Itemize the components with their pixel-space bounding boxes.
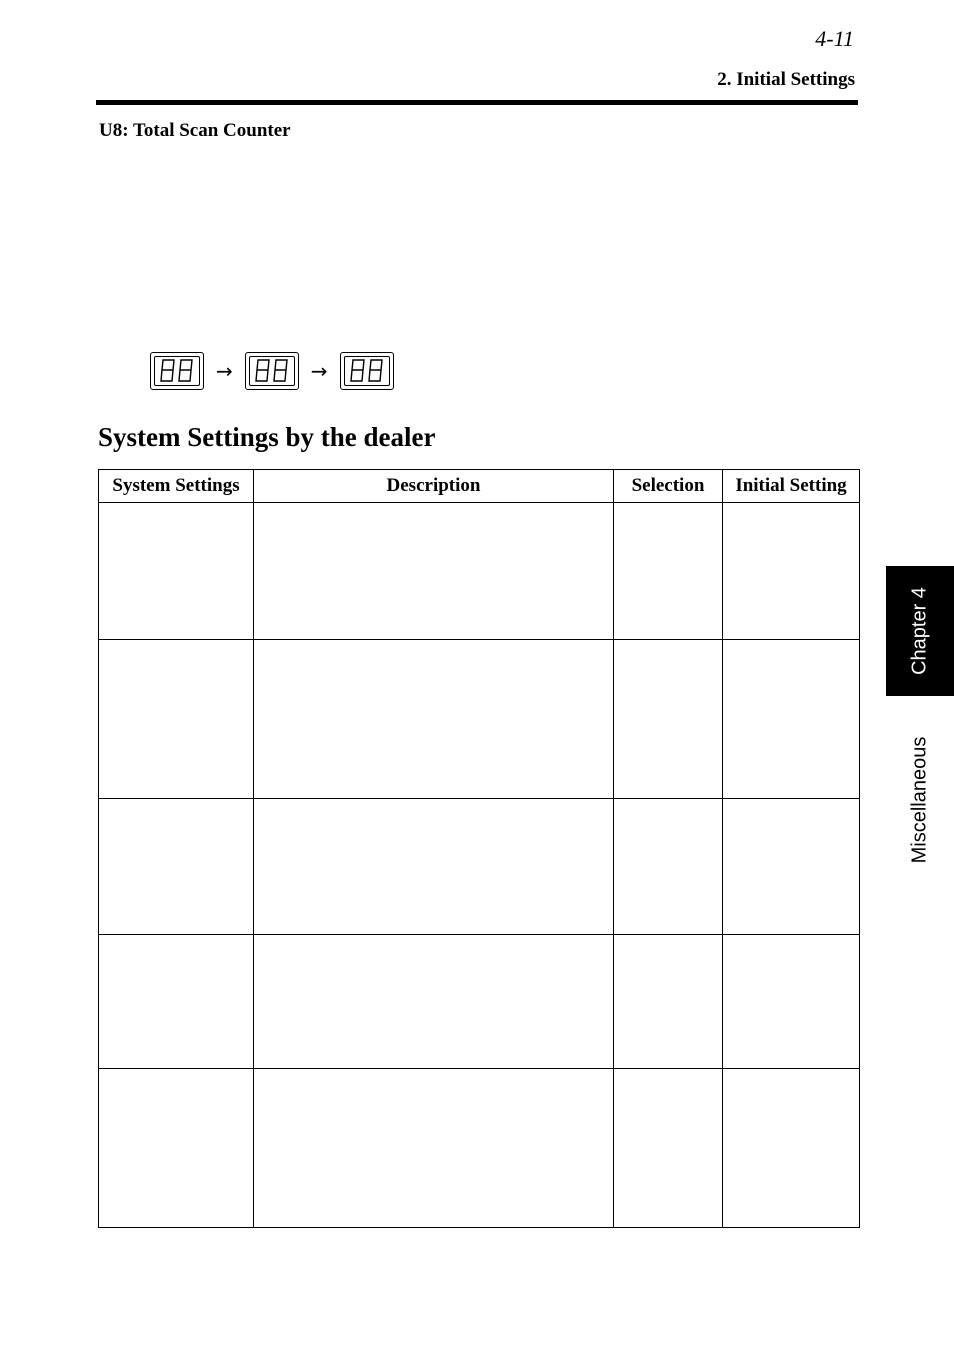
section-title: System Settings by the dealer <box>98 422 436 452</box>
column-header-description: Description <box>254 470 614 503</box>
segment-digits-icon <box>349 358 387 384</box>
table-cell <box>99 640 254 799</box>
table-cell <box>254 799 614 935</box>
table-cell <box>723 935 860 1069</box>
chapter-tab-label: Chapter 4 <box>908 587 931 675</box>
table-cell <box>723 503 860 640</box>
table-cell <box>99 799 254 935</box>
table-cell <box>254 503 614 640</box>
category-tab <box>886 710 954 890</box>
table-cell <box>99 503 254 640</box>
table-row <box>99 799 860 935</box>
table-row <box>99 935 860 1069</box>
column-header-system-settings: System Settings <box>99 470 254 503</box>
table-cell <box>99 935 254 1069</box>
table-cell <box>723 1069 860 1228</box>
table-cell <box>723 799 860 935</box>
system-settings-table <box>98 469 860 1228</box>
display-sequence <box>150 351 394 391</box>
arrow-right-icon: → <box>216 359 233 383</box>
table-cell <box>614 503 723 640</box>
segment-display-icon <box>340 352 394 390</box>
table-row <box>99 1069 860 1228</box>
page-number: 4-11 <box>815 26 854 51</box>
header-rule <box>96 100 858 105</box>
table-cell <box>723 640 860 799</box>
table-cell <box>254 1069 614 1228</box>
table-cell <box>254 640 614 799</box>
segment-digits-icon <box>159 358 197 384</box>
segment-display-icon <box>245 352 299 390</box>
table-cell <box>614 640 723 799</box>
chapter-tab <box>886 566 954 696</box>
table-row <box>99 640 860 799</box>
table-row <box>99 503 860 640</box>
table-header-row <box>99 470 860 503</box>
column-header-selection: Selection <box>614 470 723 503</box>
table-cell <box>614 1069 723 1228</box>
arrow-right-icon: → <box>310 359 328 383</box>
category-tab-label: Miscellaneous <box>908 736 931 864</box>
table-cell <box>254 935 614 1069</box>
running-header: 2. Initial Settings <box>717 69 855 90</box>
column-header-initial-setting: Initial Setting <box>723 470 860 503</box>
table-cell <box>99 1069 254 1228</box>
table-cell <box>614 935 723 1069</box>
table-cell <box>614 799 723 935</box>
subsection-title: U8: Total Scan Counter <box>99 120 291 141</box>
segment-display-icon <box>150 352 204 390</box>
segment-digits-icon <box>254 358 292 384</box>
